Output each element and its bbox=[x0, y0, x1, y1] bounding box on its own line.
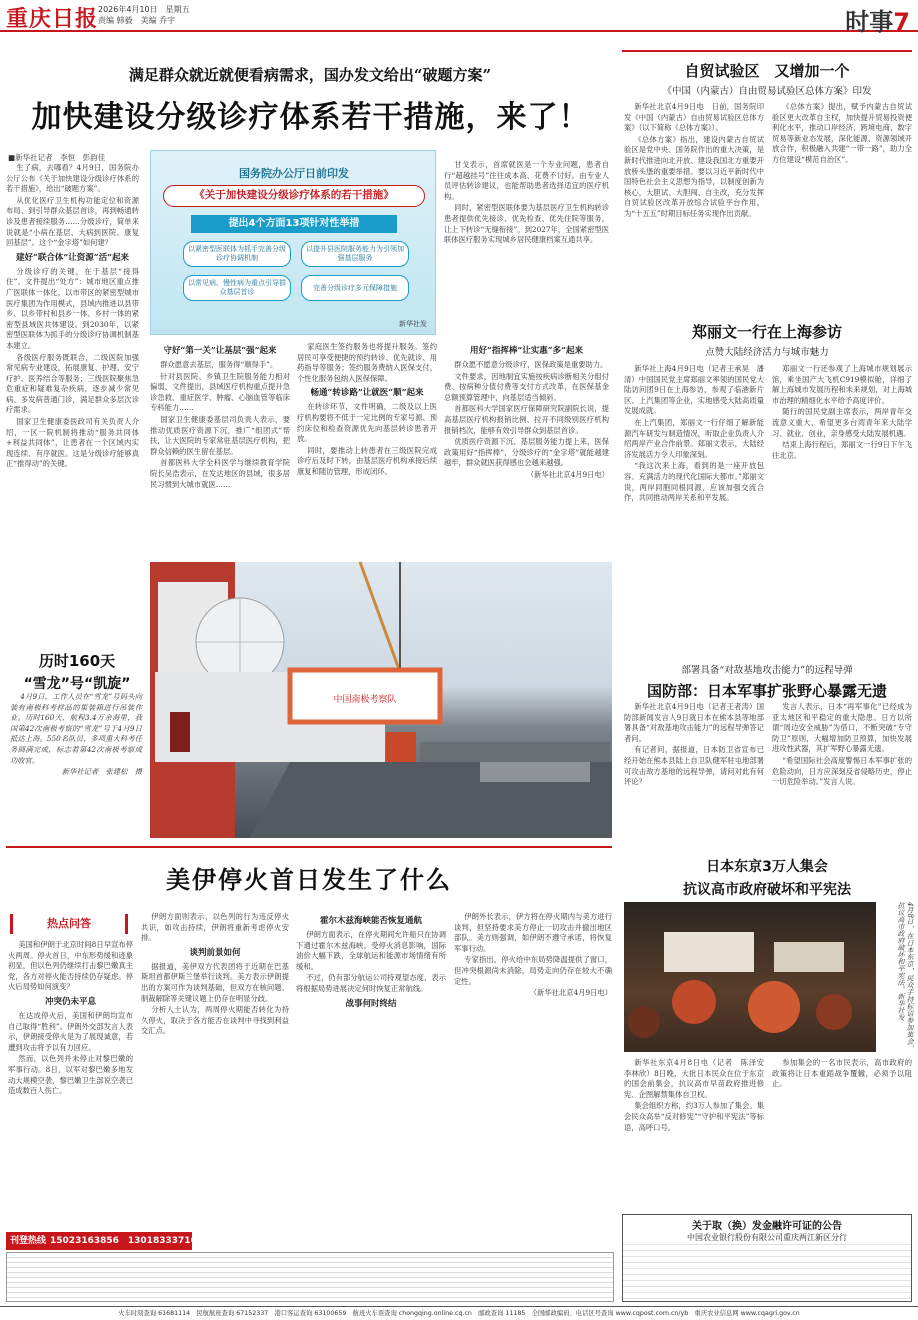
hot-topic-tag: 热点问答 bbox=[10, 914, 128, 934]
lead-column-3: 甘戈表示，首席就医是一个专业问题，患者自行“超越挂号”往往成本高、花费不讨好。由专业人员评估转诊建议，也能帮助患者选择适宜的医疗机构。 同时，紧密型医联体要为基层医疗卫生机构转诊患者提供优先接诊、优先检查、优先住院等服务，让上下转诊“无缝衔接”。到2027年，全国紧密型医联体医疗服务实现城乡居民健康档案互通共享。 bbox=[444, 160, 609, 245]
ceasefire-headline: 美伊停火首日发生了什么 bbox=[166, 866, 452, 894]
infographic-item-1: 以紧密型医联体为抓手完善分级诊疗协调机制 bbox=[183, 241, 291, 267]
infographic-issuer: 国务院办公厅日前印发 bbox=[239, 167, 349, 180]
ship-headline: 历时160天 “雪龙”号“凯旋” bbox=[23, 652, 131, 692]
protest-illustration bbox=[624, 902, 876, 1052]
crate-label: 中国南极考察队 bbox=[333, 695, 397, 705]
ship-caption: 4月9日，工作人员在“雪龙”号码头向装有南极科考样品的集装箱进行吊装作业。历时160天、航程3.4万余海里，我国第42次南极考察的“雪龙”号于4月9日抵达上海。550名队员、多项重大科考任务圆满完成，标志着第42次南极考察成功收官。 新华社记者 张建松 摄 bbox=[10, 692, 142, 777]
ceasefire-column-2: 伊朗方面则表示，以色列的行为违反停火共识，如攻击持续，伊朗将重新考虑停火安排。 谈判前景如何 据报道，美伊双方代表团将于近期在巴基斯坦首都伊斯兰堡举行谈判。美方表示伊朗提出的方案可作为谈判基础，但双方在核问题、制裁解除等关键议题上仍存在明显分歧。 分析人士认为，两周停火期能否转化为持久停火，取决于各方能否在谈判中寻找到利益交汇点。 bbox=[141, 912, 289, 1036]
bank-notice: 关于取（换）发金融许可证的公告 中国农业银行股份有限公司重庆两江新区分行 bbox=[622, 1214, 912, 1302]
infographic-item-3: 以常见病、慢性病为重点引导群众基层首诊 bbox=[183, 275, 291, 301]
lead-kicker: 满足群众就近就便看病需求，国办发文给出“破题方案” bbox=[128, 66, 492, 84]
infographic-item-2: 以提升县医院服务能力为引领加强基层服务 bbox=[301, 241, 409, 267]
ad-classifieds bbox=[6, 1252, 614, 1302]
zheng-column-1: 新华社上海4月9日电（记者王承昊 潘清）中国国民党主席郑丽文率领的国民党大陆访问团9日在上海参访，参观了临港新片区、上汽集团等企业，实地感受大陆高质量发展成就。 在上汽集团，郑丽文一行仔细了解新能源汽车研发与制造情况，听取企业负责人介绍两岸产业合作前景。郑丽文表示，大陆经济发展活力令人印象深刻。 “我这次来上海，看到的是一座开放包容、充满活力的现代化国际大都市。”郑丽文说，两岸同胞同根同源，应该加强交流合作，共同推动两岸关系和平发展。 bbox=[624, 364, 764, 503]
ftz-column-2: 《总体方案》提出，赋予内蒙古自贸试验区更大改革自主权，加快提升贸易投资便利化水平，推动口岸经济、跨境电商、数字贸易等新业态发展，深化能源、资源领域开放合作，积极融入共建“一带一路”，助力全方位建设“模范自治区”。 bbox=[772, 102, 912, 164]
japan-mil-column-1: 新华社北京4月9日电（记者王者涛）国防部新闻发言人9日就日本在熊本县等地部署具备“对敌基地攻击能力”的远程导弹答记者问。 有记者问，据报道，日本防卫省宣布已经开始在熊本县陆上自卫队健军驻屯地部署可攻击敌方基地的远程导弹，请问对此有何评论？ bbox=[624, 702, 764, 787]
tokyo-column-2: 参加集会的一名市民表示，高市政府的政策将让日本重蹈战争覆辙，必须予以阻止。 bbox=[772, 1058, 912, 1089]
masthead bbox=[0, 0, 918, 36]
lead-column-4: 用好“指挥棒”让实惠“多”起来 群众愿不愿意分级诊疗，医保政策是重要助力。 文件要求，因地制宜实施按疾病诊断相关分组付费、按病种分值付费等支付方式改革，在医保基金总额预算管理中，向基层适当倾斜。 首都医科大学国家医疗保障研究院副院长说，提高基层医疗机构报销比例、拉开不同级别医疗机构报销档次，能够有效引导群众到基层首诊。 优质医疗资源下沉、基层服务能力提上来，医保政策用好“指挥棒”，分级诊疗的“金字塔”就能越建越牢，群众就医获得感也会越来越强。 （新华社北京4月9日电） bbox=[444, 346, 609, 479]
infographic-item-4: 完善分级诊疗多元保障措施 bbox=[301, 275, 409, 301]
infographic-band: 提出4个方面13项针对性举措 bbox=[191, 215, 397, 233]
tokyo-caption: 4月8日，在日本东京，民众手持标语参加集会，抗议高市政府破坏和平宪法。新华社发 bbox=[897, 902, 914, 1052]
infographic bbox=[150, 150, 436, 335]
ship-illustration bbox=[150, 562, 612, 838]
ad-hotline-bar: 刊登热线 15023163856 13018333716 bbox=[6, 1232, 192, 1250]
tokyo-headline: 日本东京3万人集会 抗议高市政府破坏和平宪法 bbox=[683, 859, 851, 898]
ship-photo bbox=[150, 562, 612, 838]
section-title: 时事7 bbox=[845, 8, 910, 36]
japan-mil-column-2: 发言人表示，日本“再军事化”已经成为亚太地区和平稳定的重大隐患。日方以所谓“周边安全威胁”为借口，不断突破“专守防卫”原则，大幅增加防卫预算，加快发展进攻性武器，其扩军野心暴露无遗。 “希望国际社会高度警惕日本军事扩张的危险动向，日方应深刻反省侵略历史，停止一切危险举动。”发言人说。 bbox=[772, 702, 912, 787]
dateline: 2026年4月10日 星期五 责编 韩毅 美编 乔宇 bbox=[98, 5, 190, 25]
right-top-rule bbox=[622, 50, 912, 52]
page-footer: 火车时刻查询 61681114 民航航班查询 67152337 港口客运查询 63100659 航班火车票查询 chongqing.online.cq.cn 邮政查询 11185 全国邮政编码、电话区号查询 www.cqpost.com.cn/yb 重庆农业信息网 www.cqagri.gov.cn bbox=[0, 1306, 918, 1320]
lead-byline: ■新华社记者 李恒 彭韵佳 bbox=[8, 153, 106, 162]
infographic-credit: 新华社发 bbox=[399, 320, 427, 328]
ceasefire-column-4: 伊朗外长表示，伊方将在停火期内与美方进行谈判，但坚持要求美方停止一切攻击并撤出地区部队。美方则强调，如伊朗不遵守承诺，将恢复军事行动。 专家指出，停火给中东局势降温提供了窗口，但冲突根源尚未消除，局势走向仍存在较大不确定性。 （新华社北京4月9日电） bbox=[454, 912, 612, 998]
ftz-column-1: 新华社北京4月9日电 日前，国务院印发《中国（内蒙古）自由贸易试验区总体方案》（以下简称《总体方案》）。 《总体方案》指出，建设内蒙古自贸试验区是党中央、国务院作出的重大决策，是新时代推进向北开放、建设我国北方重要开放桥头堡的重要举措。要以习近平新时代中国特色社会主义思想为指导，以制度创新为核心，大胆试、大胆闯、自主改，充分发挥自贸试验区改革开放综合试验平台作用，为“十五五”时期目标任务实现作出贡献。 bbox=[624, 102, 764, 218]
lead-headline: 加快建设分级诊疗体系若干措施，来了！ bbox=[31, 100, 590, 135]
newspaper-logo: 重庆日报 bbox=[6, 6, 99, 32]
japan-mil-headline: 国防部：日本军事扩张野心暴露无遗 bbox=[646, 682, 887, 700]
lead-column-1: 生了病，去哪看？4月9日，国务院办公厅公布《关于加快建设分级诊疗体系的若干措施》，给出“破题方案”。 从优化医疗卫生机构功能定位和资源布局、到引导群众基层首诊，再到畅通转诊及患者接续服务……分级诊疗，简单来说就是“小病在基层、大病到医院、康复回基层”。这个“金字塔”如何建？ 建好“联合体”让资源“活”起来 分级诊疗的关键，在于基层“接得住”。文件提出“处方”：城市地区重点推广医联体一体化，以市带区的紧密型城市医疗集团为作用模式，县域内推进以县带乡、以乡带村和县乡一体、乡村一体的紧密型县域医共体建设。到2030年，以紧密型医联体为抓手的分级诊疗协调机制基本建立。 各级医疗服务既联合，二级医院加强常见病专业建设，拓展康复、护理、安宁疗护、医养结合等服务；三级医院聚焦急危重症和疑难复杂疾病，逐步减少常见病、多发病普通门诊，满足群众多层次诊疗需求。 国家卫生健康委医政司有关负责人介绍，一区一院机制将推动“服务共同体+利益共同体”，让患者在一个区域内实现连续、有序就医。这是分级诊疗能够真正“推得动”的关键。 bbox=[6, 163, 139, 469]
zheng-headline: 郑丽文一行在上海参访 bbox=[691, 323, 842, 341]
ceasefire-column-3: 霍尔木兹海峡能否恢复通航 伊朗方面表示，在停火期间允许船只在协调下通过霍尔木兹海峡。受停火消息影响，国际油价大幅下跌，全球航运和能源市场情绪有所缓和。 不过，仍有部分航运公司持观望态度，表示将根据局势进展决定何时恢复正常航线。 战事何时终结 bbox=[296, 916, 446, 1009]
zheng-column-2: 郑丽文一行还参观了上海城市规划展示馆，乘坐国产大飞机C919模拟舱，详细了解上海城市发展历程和未来规划，对上海城市治理的精细化水平给予高度评价。 随行的国民党副主席表示，两岸青年交流意义重大，希望更多台湾青年来大陆学习、就业、创业，亲身感受大陆发展机遇。 结束上海行程后，郑丽文一行9日下午飞往北京。 bbox=[772, 364, 912, 460]
ceasefire-column-1: 美国和伊朗于北京时间8日早宣布停火两周。停火首日，中东形势缓和迹象初显，但以色列仍继续打击黎巴嫩真主党，各方对停火能否持续仍存疑虑。停火后局势如何演变？ 冲突仍未平息 在达成停火后，美国和伊朗均宣布自己取得“胜利”。伊朗外交部发言人表示，伊朗接受停火是为了展现诚意，若遭到攻击将予以有力回应。 然而，以色列并未停止对黎巴嫩的军事行动。8日，以军对黎巴嫩多地发动大规模空袭，黎巴嫩卫生部说空袭已造成数百人伤亡。 bbox=[8, 940, 133, 1096]
ftz-headline: 自贸试验区 又增加一个 bbox=[684, 62, 850, 80]
lead-column-2a: 守好“第一关”让基层“强”起来 群众愿意去基层，服务得“顺得手”。 针对县医院、乡镇卫生院服务能力相对偏弱，文件提出，县域医疗机构重点提升急诊急救、重症医学、肿瘤、心脑血管等临床专科能力…… 国家卫生健康委基层司负责人表示，要推动优质医疗资源下沉，推广“组团式”帮扶，让大医院的专家常驻基层医疗机构，把群众信赖的医生留在基层。 首都医科大学全科医学与继续教育学院院长吴浩表示，在发达地区的县域，很多居民习惯到大城市就医…… bbox=[150, 346, 290, 489]
japan-mil-kicker: 部署具备“对敌基地攻击能力”的远程导弹 bbox=[681, 665, 853, 676]
lead-column-2b: 家庭医生签约服务也将提升服务。签约居民可享受便捷的预约转诊、优先就诊、用药指导等服务；签约服务费纳入医保支付，个性化服务包纳入医保保障。 畅通“转诊路”让就医“顺”起来 在转诊环节，文件明确，二级及以上医疗机构要将不低于一定比例的专家号源、预约床位和检查资源优先向基层转诊患者开放。 同时，要推动上转患者在三级医院完成诊疗后及时下转，由基层医疗机构承接后续康复和随访管理，形成闭环。 bbox=[297, 342, 437, 476]
ftz-subhead: 《中国（内蒙古）自由贸易试验区总体方案》印发 bbox=[662, 86, 872, 97]
tokyo-column-1: 新华社东京4月8日电（记者 陈泽安 李林欣）8日晚，大批日本民众在位于东京的国会前集会，抗议高市早苗政府推进修宪、企图解禁集体自卫权。 集会组织方称，约3万人参加了集会。集会民众高举“反对修宪”“守护和平宪法”等标语，高呼口号。 bbox=[624, 1058, 772, 1132]
ceasefire-rule bbox=[6, 846, 612, 848]
infographic-title: 《关于加快建设分级诊疗体系的若干措施》 bbox=[163, 185, 425, 207]
zheng-subhead: 点赞大陆经济活力与城市魅力 bbox=[705, 347, 829, 358]
tokyo-photo bbox=[624, 902, 876, 1052]
